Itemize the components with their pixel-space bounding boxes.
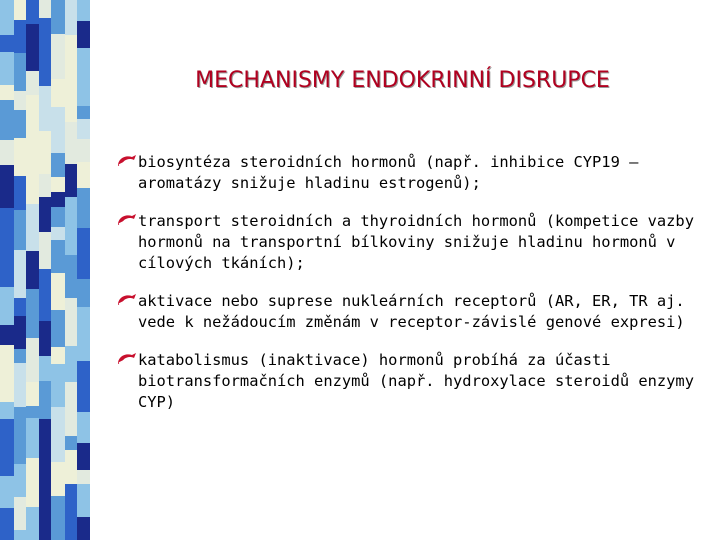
stripe-tile [77, 188, 90, 228]
stripe-tile [65, 255, 77, 298]
stripe-tile [39, 131, 51, 174]
stripe-tile [0, 165, 14, 208]
stripe-tile [26, 95, 39, 148]
stripe-tile [39, 468, 51, 487]
stripe-tile [51, 177, 65, 192]
stripe-tile [39, 232, 51, 269]
stripe-tile [14, 363, 26, 407]
stripe-tile [77, 0, 90, 21]
bullet-text: transport steroidních a thyroidních hormonů (kompetice vazby hormonů na transportní bílkoviny snižuje hladinu hormonů v cílových tkáních); [138, 212, 694, 272]
stripe-tile [0, 476, 14, 508]
stripe-tile [51, 347, 65, 364]
stripe-tile [39, 217, 51, 232]
stripe-tile [65, 298, 77, 346]
stripe-tile [39, 174, 51, 197]
stripe-tile [51, 207, 65, 227]
stripe-tile [0, 140, 14, 165]
bullet-text: aktivace nebo suprese nukleárních receptorů (AR, ER, TR aj. vede k nežádoucím změnám v receptor-závislé genové expresi) [138, 292, 685, 331]
stripe-tile [0, 208, 14, 243]
bullet-text: biosyntéza steroidních hormonů (např. inhibice CYP19 – aromatázy snižuje hladinu estrogenů); [138, 153, 639, 192]
stripe-tile [14, 250, 26, 298]
stripe-tile [26, 289, 39, 316]
stripe-tile [77, 119, 90, 139]
stripe-tile [77, 484, 90, 517]
stripe-tile [0, 0, 14, 35]
stripe-tile [51, 0, 65, 34]
stripe-tile [14, 110, 26, 138]
stripe-tile [51, 107, 65, 153]
stripe-tile [26, 0, 39, 24]
pen-icon [116, 291, 138, 311]
stripe-tile [0, 243, 14, 287]
stripe-tile [65, 484, 77, 527]
stripe-tile [77, 361, 90, 377]
stripe-tile [77, 377, 90, 412]
stripe-tile [14, 138, 26, 153]
stripe-tile [26, 24, 39, 71]
pen-icon [116, 211, 138, 231]
stripe-tile [65, 0, 77, 35]
stripe-tile [26, 251, 39, 289]
stripe-tile [39, 396, 51, 419]
stripe-tile [51, 310, 65, 347]
stripe-tile [51, 462, 65, 496]
stripe-tile [14, 530, 26, 540]
stripe-tile [77, 228, 90, 279]
stripe-tile [0, 419, 14, 476]
stripe-tile [0, 345, 14, 402]
stripe-tile [51, 34, 65, 46]
stripe-tile [14, 316, 26, 349]
stripe-tile [14, 497, 26, 530]
stripe-tile [39, 356, 51, 381]
list-item [116, 291, 706, 333]
stripe-tile [39, 381, 51, 396]
stripe-tile [51, 273, 65, 310]
stripe-tile [77, 412, 90, 443]
stripe-tile [0, 402, 14, 419]
stripe-tile [77, 21, 90, 48]
stripe-tile [39, 0, 51, 18]
stripe-tile [39, 18, 51, 73]
stripe-tile [39, 197, 51, 217]
stripe-tile [14, 349, 26, 363]
stripe-tile [77, 162, 90, 188]
stripe-tile [26, 458, 39, 474]
stripe-tile [14, 407, 26, 464]
stripe-tile [39, 528, 51, 540]
stripe-tile [65, 164, 77, 197]
list-item [116, 350, 706, 413]
stripe-tile [0, 508, 14, 540]
stripe-tile [14, 210, 26, 250]
stripe-tile [14, 464, 26, 497]
stripe-tile [26, 418, 39, 458]
stripe-tile [77, 279, 90, 307]
stripe-tile [65, 382, 77, 436]
stripe-tile [51, 227, 65, 240]
stripe-tile [0, 100, 14, 140]
stripe-tile [77, 443, 90, 470]
stripe-tile [65, 122, 77, 164]
stripe-tile [26, 507, 39, 540]
stripe-tile [77, 470, 90, 484]
stripe-tile [26, 474, 39, 507]
stripe-tile [26, 148, 39, 204]
stripe-tile [65, 346, 77, 382]
stripe-tile [65, 450, 77, 484]
stripe-tile [51, 496, 65, 540]
stripe-tile [65, 436, 77, 450]
pen-icon [116, 152, 138, 172]
stripe-tile [0, 287, 14, 325]
stripe-tile [14, 298, 26, 316]
stripe-tile [26, 338, 39, 382]
bullet-text: katabolismus (inaktivace) hormonů probíhá za účasti biotransformačních enzymů (např. hydroxylace steroidů enzymy CYP) [138, 351, 694, 411]
stripe-tile [51, 240, 65, 273]
stripe-tile [77, 307, 90, 361]
stripe-tile [39, 487, 51, 528]
stripe-tile [39, 419, 51, 468]
stripe-tile [26, 204, 39, 251]
stripe-tile [26, 382, 39, 406]
stripe-tile [14, 0, 26, 20]
stripe-tile [51, 192, 65, 207]
stripe-tile [65, 527, 77, 540]
stripe-tile [14, 91, 26, 110]
stripe-tile [51, 364, 65, 407]
list-item [116, 152, 706, 194]
list-item [116, 211, 706, 274]
stripe-tile [77, 517, 90, 540]
stripe-tile [51, 153, 65, 177]
stripe-tile [39, 321, 51, 356]
stripe-tile [14, 176, 26, 210]
stripe-tile [0, 35, 14, 52]
stripe-tile [26, 316, 39, 338]
stripe-tile [14, 20, 26, 53]
stripe-tile [65, 197, 77, 255]
bullet-list [116, 152, 706, 413]
stripe-tile [77, 139, 90, 162]
pen-icon [116, 350, 138, 370]
stripe-tile [39, 269, 51, 321]
stripe-tile [14, 153, 26, 176]
stripe-tile [0, 325, 14, 345]
stripe-tile [26, 406, 39, 418]
stripe-tile [51, 407, 65, 462]
stripe-tile [77, 106, 90, 119]
page-title: MECHANISMY ENDOKRINNÍ DISRUPCE [195, 68, 610, 93]
